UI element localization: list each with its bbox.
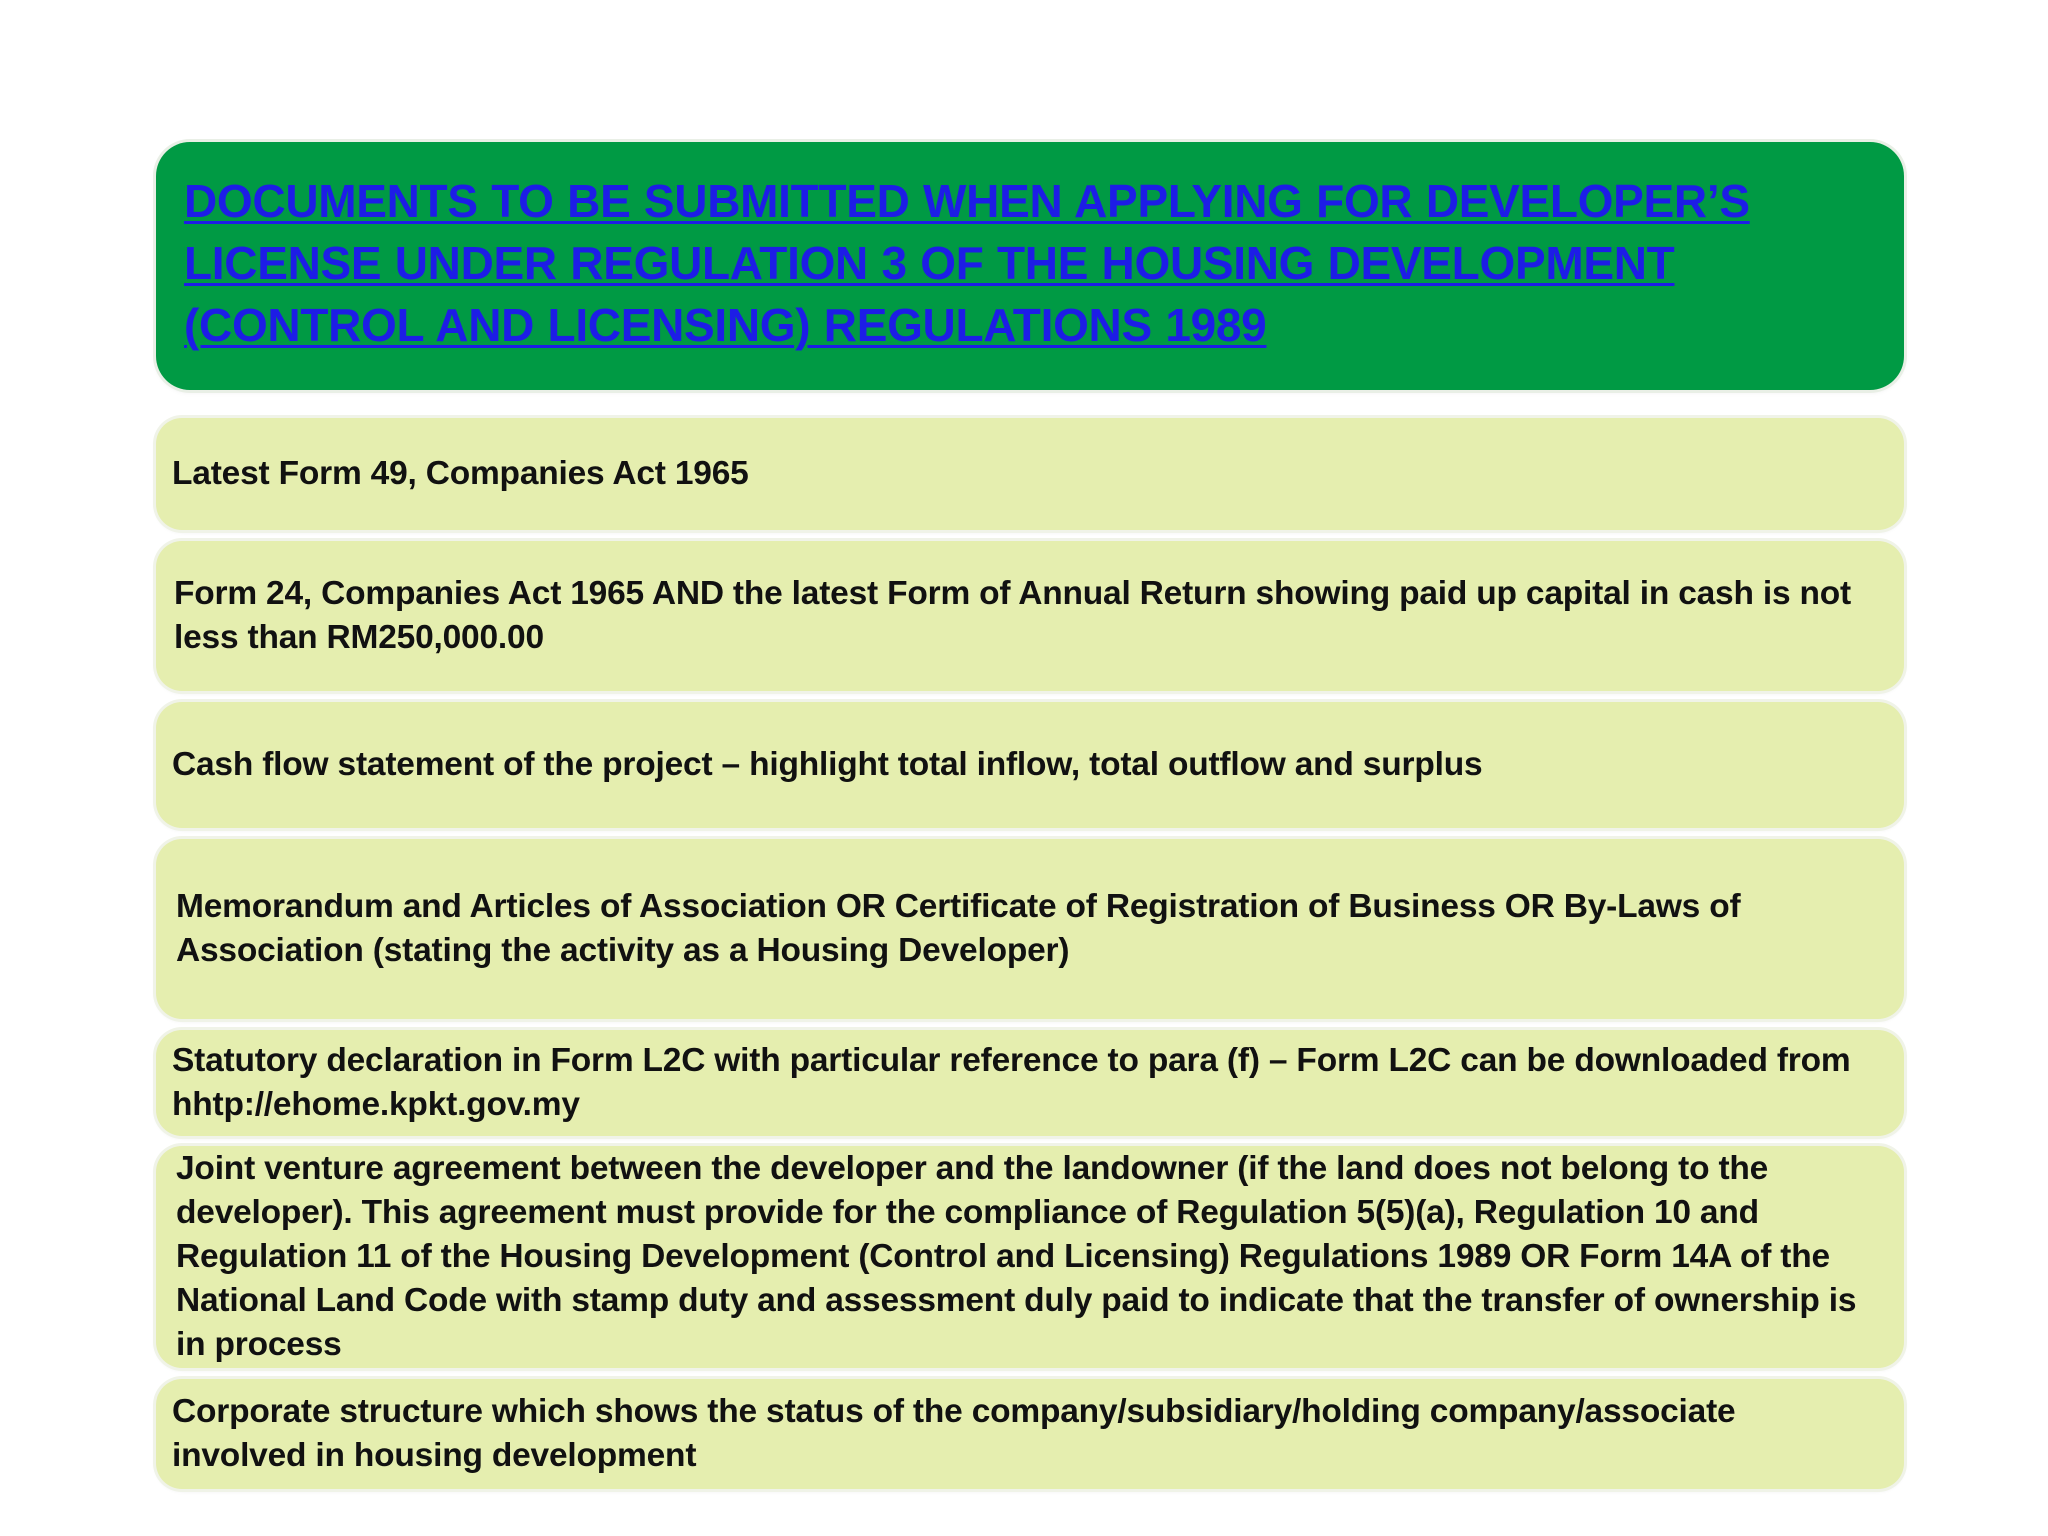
title-link[interactable]: DOCUMENTS TO BE SUBMITTED WHEN APPLYING FOR DEVELOPER’S LICENSE UNDER REGULATION 3 OF THE HOUSING DEVELOPMENT (CONTROL AND LICENSING) REGULATIONS 1989	[184, 175, 1750, 351]
list-item-form-49	[156, 418, 1904, 530]
title-box	[156, 142, 1904, 390]
list-item-text: Corporate structure which shows the status of the company/subsidiary/holding company/associate involved in housing development	[172, 1393, 1736, 1474]
list-item-text: Latest Form 49, Companies Act 1965	[172, 455, 749, 492]
list-item-text: Statutory declaration in Form L2C with particular reference to para (f) – Form L2C can be downloaded from hhtp://ehome.kpkt.gov.my	[172, 1042, 1851, 1123]
list-item-form-24	[156, 541, 1904, 691]
list-item-text: Cash flow statement of the project – highlight total inflow, total outflow and surplus	[172, 746, 1483, 783]
list-item-statutory-declaration	[156, 1030, 1904, 1136]
list-item-text: Memorandum and Articles of Association OR Certificate of Registration of Business OR By-Laws of Association (stating the activity as a Housing Developer)	[176, 888, 1741, 969]
list-item-joint-venture	[156, 1146, 1904, 1368]
list-item-cash-flow	[156, 702, 1904, 828]
list-item-corporate-structure	[156, 1379, 1904, 1489]
list-item-text: Form 24, Companies Act 1965 AND the latest Form of Annual Return showing paid up capital in cash is not less than RM250,000.00	[174, 575, 1851, 656]
list-item-text: Joint venture agreement between the developer and the landowner (if the land does not belong to the developer). This agreement must provide for the compliance of Regulation 5(5)(a), Regulation 10 and Regulation 11 of the Housing Development (Control and Licensing) Regulations 1989 OR Form 14A of the National Land Code with stamp duty and assessment duly paid to indicate that the transfer of ownership is in process	[176, 1150, 1857, 1363]
list-item-memorandum	[156, 839, 1904, 1019]
